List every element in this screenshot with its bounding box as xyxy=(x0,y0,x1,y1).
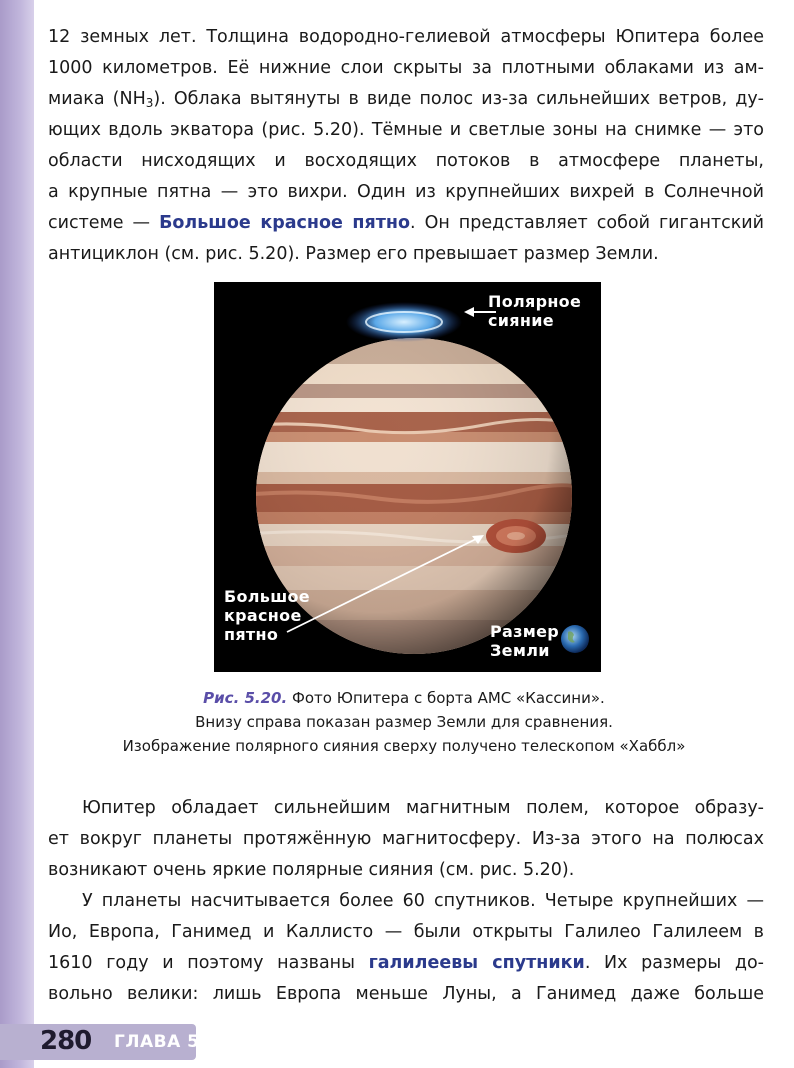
jupiter-figure xyxy=(214,282,601,672)
text-line: Ио, Европа, Ганимед и Каллисто — были открыты Галилео Галилеем в xyxy=(48,922,764,942)
text-line: 12 земных лет. Толщина водородно-гелиевой атмосферы Юпитера более xyxy=(48,27,764,47)
page-side-stripe xyxy=(0,0,34,1068)
label-great-red-spot: Большое красное пятно xyxy=(224,587,310,644)
text-line: а крупные пятна — это вихри. Один из крупнейших вихрей в Солнечной xyxy=(48,182,764,202)
text-line: Юпитер обладает сильнейшим магнитным полем, которое образу- xyxy=(82,798,764,818)
text-line: антициклон (см. рис. 5.20). Размер его превышает размер Земли. xyxy=(48,244,659,264)
text-line: ет вокруг планеты протяжённую магнитосферу. Из-за этого на полюсах xyxy=(48,829,764,849)
text-line: системе — Большое красное пятно. Он представляет собой гигантский xyxy=(48,213,765,233)
label-aurora: Полярное сияние xyxy=(488,292,582,330)
text-line: 1610 году и поэтому названы галилеевы спутники. Их размеры до- xyxy=(48,953,764,973)
label-earth-size: Размер Земли xyxy=(490,622,560,660)
subscript: 3 xyxy=(145,96,154,110)
chapter-label: ГЛАВА 5 xyxy=(114,1032,200,1052)
figure-reference: Рис. 5.20. xyxy=(203,689,288,707)
text-line: области нисходящих и восходящих потоков в атмосфере планеты, xyxy=(48,151,764,171)
earth-icon xyxy=(561,625,589,653)
paragraph-magnetic-field xyxy=(48,793,764,886)
text-line: вольно велики: лишь Европа меньше Луны, а Ганимед даже больше xyxy=(48,984,764,1004)
text-line: миака $(NH_3)$. Облака вытянуты в виде полос из-за сильнейших ветров, ду- xyxy=(48,89,764,110)
page-number: 280 xyxy=(40,1026,92,1056)
text-line: возникают очень яркие полярные сияния (см. рис. 5.20). xyxy=(48,860,575,880)
paragraph-atmosphere xyxy=(48,22,764,270)
aurora-glow xyxy=(346,302,462,342)
text-line: У планеты насчитывается более 60 спутников. Четыре крупнейших — xyxy=(82,891,764,911)
paragraph-satellites xyxy=(48,886,764,1010)
term-galilean-moons: галилеевы спутники xyxy=(368,953,585,973)
text-line: 1000 километров. Её нижние слои скрыты за плотными облаками из ам- xyxy=(48,58,764,78)
text-line: ющих вдоль экватора (рис. 5.20). Тёмные и светлые зоны на снимке — это xyxy=(48,120,764,140)
term-great-red-spot: Большое красное пятно xyxy=(159,213,411,233)
figure-caption: Рис. 5.20. Фото Юпитера с борта АМС «Кассини». Внизу справа показан размер Земли для сравнения. Изображение полярного сияния сверху получено телескопом «Хаббл» xyxy=(122,689,686,755)
